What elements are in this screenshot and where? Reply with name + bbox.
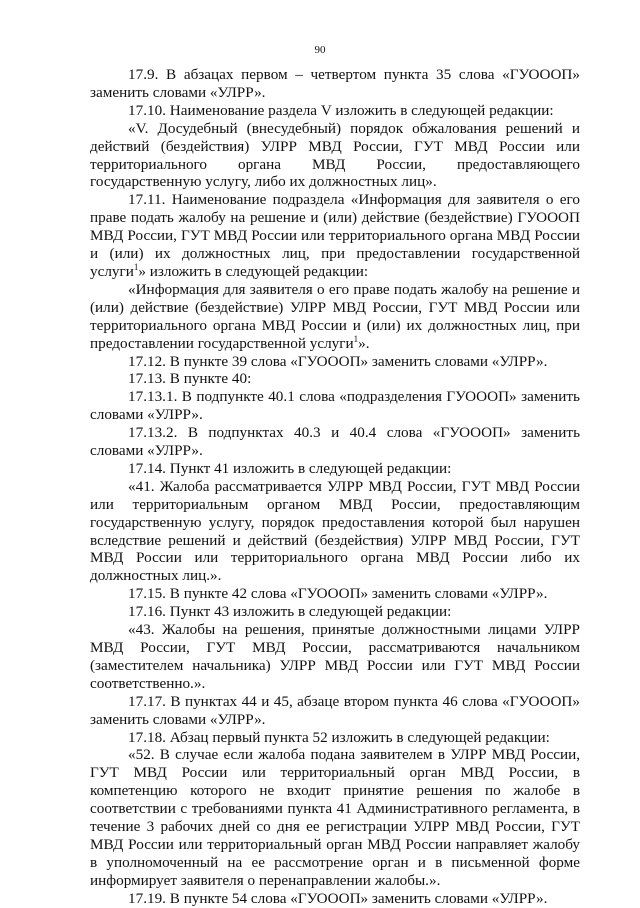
paragraph-text: «V. Досудебный (внесудебный) порядок обжалования решений и действий (бездействия) УЛРР МВД России, ГУТ МВД России или территориального органа МВД России, предоставляющего государственную услугу, либо их должностных лиц». [90, 119, 580, 191]
paragraph-text: «Информация для заявителя о его праве подать жалобу на решение и (или) действие (бездействие) УЛРР МВД России, ГУТ МВД России или территориального органа МВД России и (или) их должностных лиц, при предоставлении государственной услуги [90, 280, 580, 352]
paragraph-tail: ». [358, 334, 370, 352]
paragraph [90, 621, 580, 693]
paragraph-text: 17.19. В пункте 54 слова «ГУОООП» заменить словами «УЛРР». [128, 889, 548, 907]
paragraph-text: 17.14. Пункт 41 изложить в следующей редакции: [128, 459, 452, 477]
paragraph-text: «52. В случае если жалоба подана заявителем в УЛРР МВД России, ГУТ МВД России или территориальный орган МВД России, в компетенцию которого не входит принятие решения по жалобе в соответствии с требованиями пункта 41 Административного регламента, в течение 3 рабочих дней со дня ее регистрации УЛРР МВД России, ГУТ МВД России или территориальный орган МВД России направляет жалобу в уполномоченный на ее рассмотрение орган и в письменной форме информирует заявителя о перенаправлении жалобы.». [90, 746, 580, 889]
paragraph [90, 120, 580, 192]
paragraph-text: «43. Жалобы на решения, принятые должностными лицами УЛРР МВД России, ГУТ МВД России, рассматриваются начальником (заместителем начальника) УЛРР МВД России или ГУТ МВД России соответственно.». [90, 621, 580, 692]
paragraph [90, 388, 580, 424]
paragraph-text: 17.15. В пункте 42 слова «ГУОООП» заменить словами «УЛРР». [128, 585, 548, 603]
paragraph [90, 424, 580, 460]
paragraph [90, 729, 580, 747]
paragraph [90, 585, 580, 603]
paragraph [90, 460, 580, 478]
paragraph-text: 17.13.1. В подпункте 40.1 слова «подразделения ГУОООП» заменить словами «УЛРР». [90, 388, 580, 424]
paragraph-text: 17.16. Пункт 43 изложить в следующей редакции: [128, 603, 452, 621]
paragraph [90, 66, 580, 102]
paragraph [90, 370, 580, 388]
paragraph-text: 17.13. В пункте 40: [128, 370, 252, 388]
paragraph-text: 17.13.2. В подпунктах 40.3 и 40.4 слова «ГУОООП» заменить словами «УЛРР». [90, 424, 580, 460]
footnote-marker: 1 [133, 261, 139, 272]
paragraph [90, 191, 580, 281]
paragraph [90, 603, 580, 621]
paragraph-text: «41. Жалоба рассматривается УЛРР МВД России, ГУТ МВД России или территориальным органом МВД России, предоставляющим государственную услугу, порядок предоставления которой был нарушен вследствие решений и действий (бездействия) УЛРР МВД России, ГУТ МВД России или территориального органа МВД России либо их должностных лиц.». [90, 477, 580, 585]
paragraph-text: 17.10. Наименование раздела V изложить в следующей редакции: [128, 101, 554, 119]
paragraph-text: 17.9. В абзацах первом – четвертом пункта 35 слова «ГУОООП» заменить словами «УЛРР». [90, 66, 580, 101]
paragraph [90, 281, 580, 353]
paragraph-text: 17.12. В пункте 39 слова «ГУОООП» заменить словами «УЛРР». [128, 352, 548, 370]
paragraph [90, 102, 580, 120]
document-body [90, 66, 580, 908]
page-number: 90 [314, 44, 326, 56]
paragraph [90, 693, 580, 729]
paragraph-text: 17.11. Наименование подраздела «Информация для заявителя о его праве подать жалобу на решение и (или) действие (бездействие) ГУОООП МВД России, ГУТ МВД России или территориального органа МВД России и (или) их должностных лиц, при предоставлении государственной услуги [90, 191, 580, 280]
paragraph-tail: » изложить в следующей редакции: [138, 262, 369, 280]
paragraph [90, 353, 580, 371]
paragraph [90, 478, 580, 585]
footnote-marker: 1 [353, 333, 359, 344]
paragraph-text: 17.17. В пунктах 44 и 45, абзаце втором пункта 46 слова «ГУОООП» заменить словами «УЛРР». [90, 692, 580, 728]
paragraph [90, 746, 580, 889]
paragraph-text: 17.18. Абзац первый пункта 52 изложить в следующей редакции: [128, 728, 550, 746]
